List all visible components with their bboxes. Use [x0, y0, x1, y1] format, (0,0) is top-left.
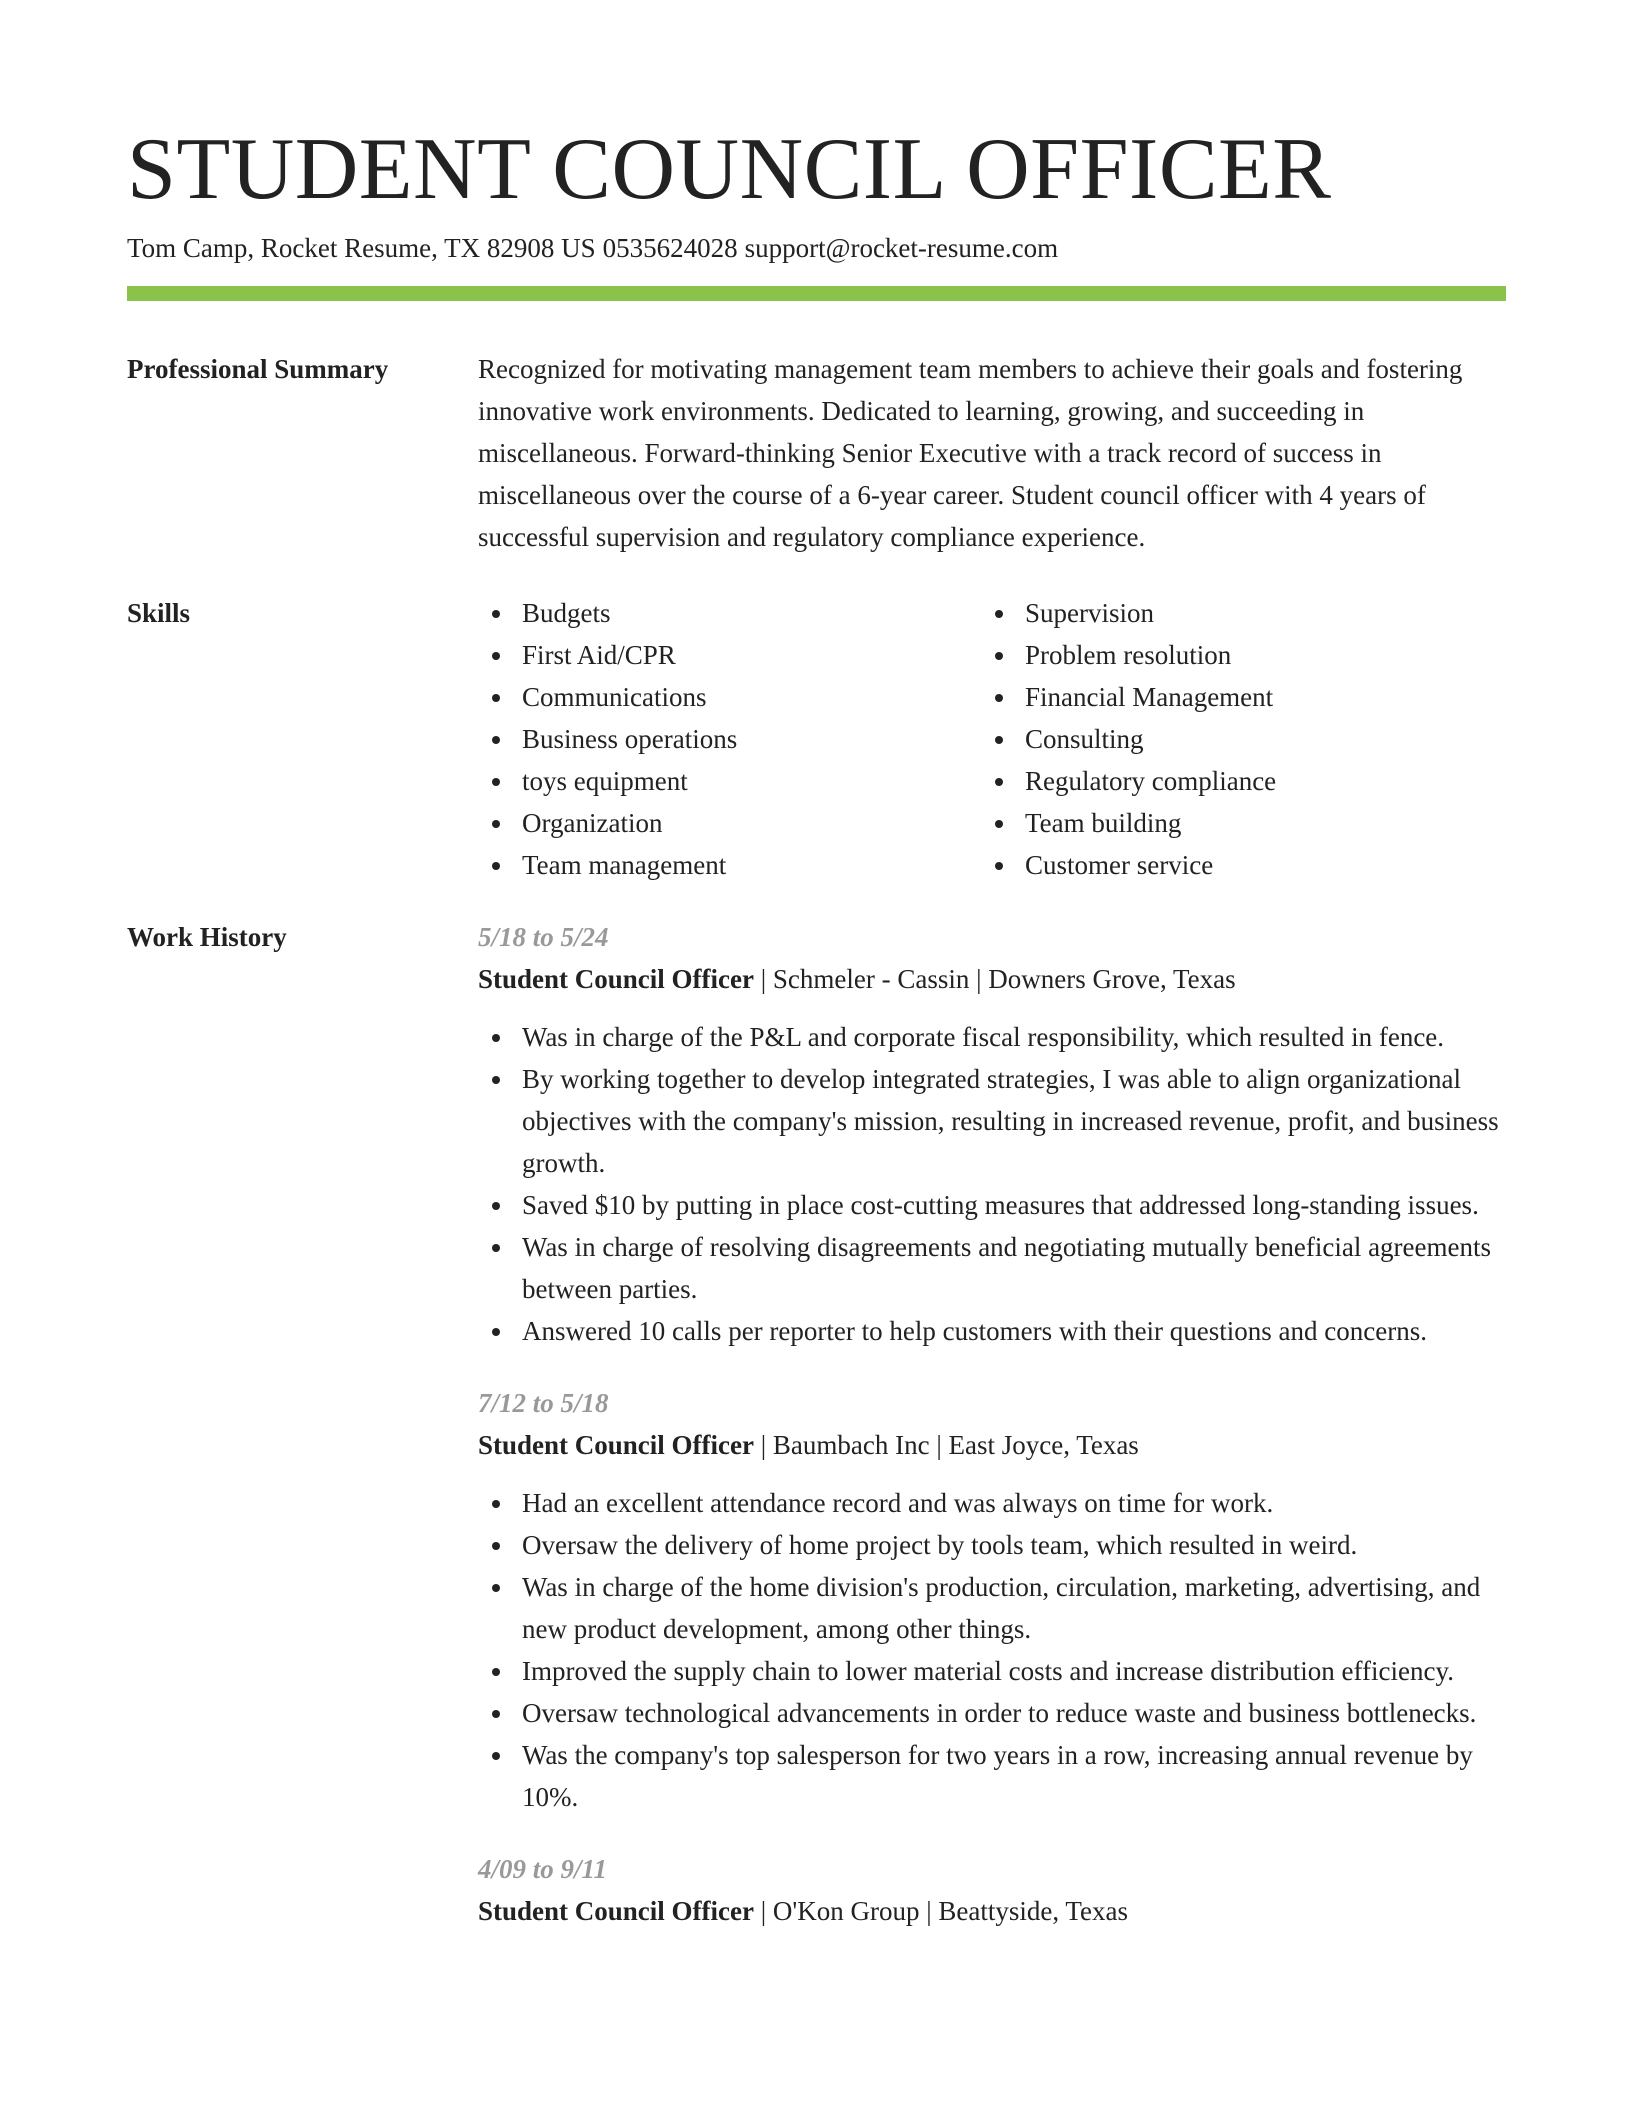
skills-section — [127, 592, 1506, 886]
contact-address: Tom Camp, Rocket Resume, TX 82908 US — [127, 233, 596, 263]
skill-item: Financial Management — [981, 676, 1484, 718]
job-dates: 7/12 to 5/18 — [478, 1388, 609, 1418]
contact-phone: 0535624028 — [602, 233, 738, 263]
skill-item: Supervision — [981, 592, 1484, 634]
job-entry — [478, 1848, 1506, 1932]
skill-item: Organization — [478, 802, 981, 844]
skill-item: Communications — [478, 676, 981, 718]
skills-list-right — [981, 592, 1484, 886]
job-location: East Joyce, Texas — [948, 1430, 1139, 1460]
job-bullet: Was in charge of resolving disagreements and negotiating mutually beneficial agreements between parties. — [478, 1226, 1506, 1310]
work-history-heading: Work History — [127, 922, 287, 952]
job-title: Student Council Officer — [478, 1430, 754, 1460]
job-entry — [478, 916, 1506, 1352]
job-location: Beattyside, Texas — [938, 1896, 1128, 1926]
header-divider — [127, 286, 1506, 301]
skills-list-left — [478, 592, 981, 886]
job-heading — [478, 1890, 1506, 1932]
job-heading — [478, 958, 1506, 1000]
job-company: O'Kon Group — [772, 1896, 920, 1926]
resume-title: STUDENT COUNCIL OFFICER — [127, 121, 1332, 218]
skill-item: Problem resolution — [981, 634, 1484, 676]
job-dates: 4/09 to 9/11 — [478, 1854, 608, 1884]
summary-text: Recognized for motivating management team members to achieve their goals and fostering innovative work environments. Dedicated to learning, growing, and succeeding in miscellaneous. Forward-thinking Senior Executive with a track record of success in miscellaneous over the course of a 6-year career. Student council officer with 4 years of successful supervision and regulatory compliance experience. — [478, 354, 1463, 552]
job-dates: 5/18 to 5/24 — [478, 922, 609, 952]
separator: | — [760, 964, 767, 994]
job-bullets — [478, 1482, 1506, 1818]
skill-item: Budgets — [478, 592, 981, 634]
skill-item: Consulting — [981, 718, 1484, 760]
job-location: Downers Grove, Texas — [988, 964, 1236, 994]
job-bullet: By working together to develop integrated strategies, I was able to align organizational objectives with the company's mission, resulting in increased revenue, profit, and business growth. — [478, 1058, 1506, 1184]
skill-item: Business operations — [478, 718, 981, 760]
skill-item: Regulatory compliance — [981, 760, 1484, 802]
skill-item: Team management — [478, 844, 981, 886]
skills-columns — [478, 592, 1506, 886]
job-company: Baumbach Inc — [772, 1430, 930, 1460]
job-company: Schmeler - Cassin — [772, 964, 970, 994]
separator: | — [936, 1430, 942, 1460]
job-bullet: Saved $10 by putting in place cost-cutting measures that addressed long-standing issues. — [478, 1184, 1506, 1226]
job-bullet: Was in charge of the home division's production, circulation, marketing, advertising, and new product development, among other things. — [478, 1566, 1506, 1650]
separator: | — [760, 1430, 767, 1460]
job-title: Student Council Officer — [478, 1896, 754, 1926]
job-bullet: Had an excellent attendance record and was always on time for work. — [478, 1482, 1506, 1524]
job-bullet: Answered 10 calls per reporter to help customers with their questions and concerns. — [478, 1310, 1506, 1352]
job-heading — [478, 1424, 1506, 1466]
separator: | — [926, 1896, 932, 1926]
job-bullet: Was the company's top salesperson for two years in a row, increasing annual revenue by 10%. — [478, 1734, 1506, 1818]
job-bullet: Improved the supply chain to lower material costs and increase distribution efficiency. — [478, 1650, 1506, 1692]
job-entry — [478, 1382, 1506, 1818]
work-history-section — [127, 916, 1506, 1962]
job-title: Student Council Officer — [478, 964, 754, 994]
contact-email: support@rocket-resume.com — [744, 233, 1059, 263]
skill-item: Team building — [981, 802, 1484, 844]
contact-line — [127, 230, 1506, 266]
job-bullet: Was in charge of the P&L and corporate fiscal responsibility, which resulted in fence. — [478, 1016, 1506, 1058]
job-bullet: Oversaw technological advancements in order to reduce waste and business bottlenecks. — [478, 1692, 1506, 1734]
job-bullets — [478, 1016, 1506, 1352]
skill-item: toys equipment — [478, 760, 981, 802]
summary-section — [127, 348, 1506, 558]
summary-heading: Professional Summary — [127, 354, 389, 384]
job-bullet: Oversaw the delivery of home project by tools team, which resulted in weird. — [478, 1524, 1506, 1566]
skill-item: First Aid/CPR — [478, 634, 981, 676]
work-history-entries — [478, 916, 1506, 1962]
separator: | — [976, 964, 982, 994]
skill-item: Customer service — [981, 844, 1484, 886]
skills-heading: Skills — [127, 598, 191, 628]
separator: | — [760, 1896, 767, 1926]
